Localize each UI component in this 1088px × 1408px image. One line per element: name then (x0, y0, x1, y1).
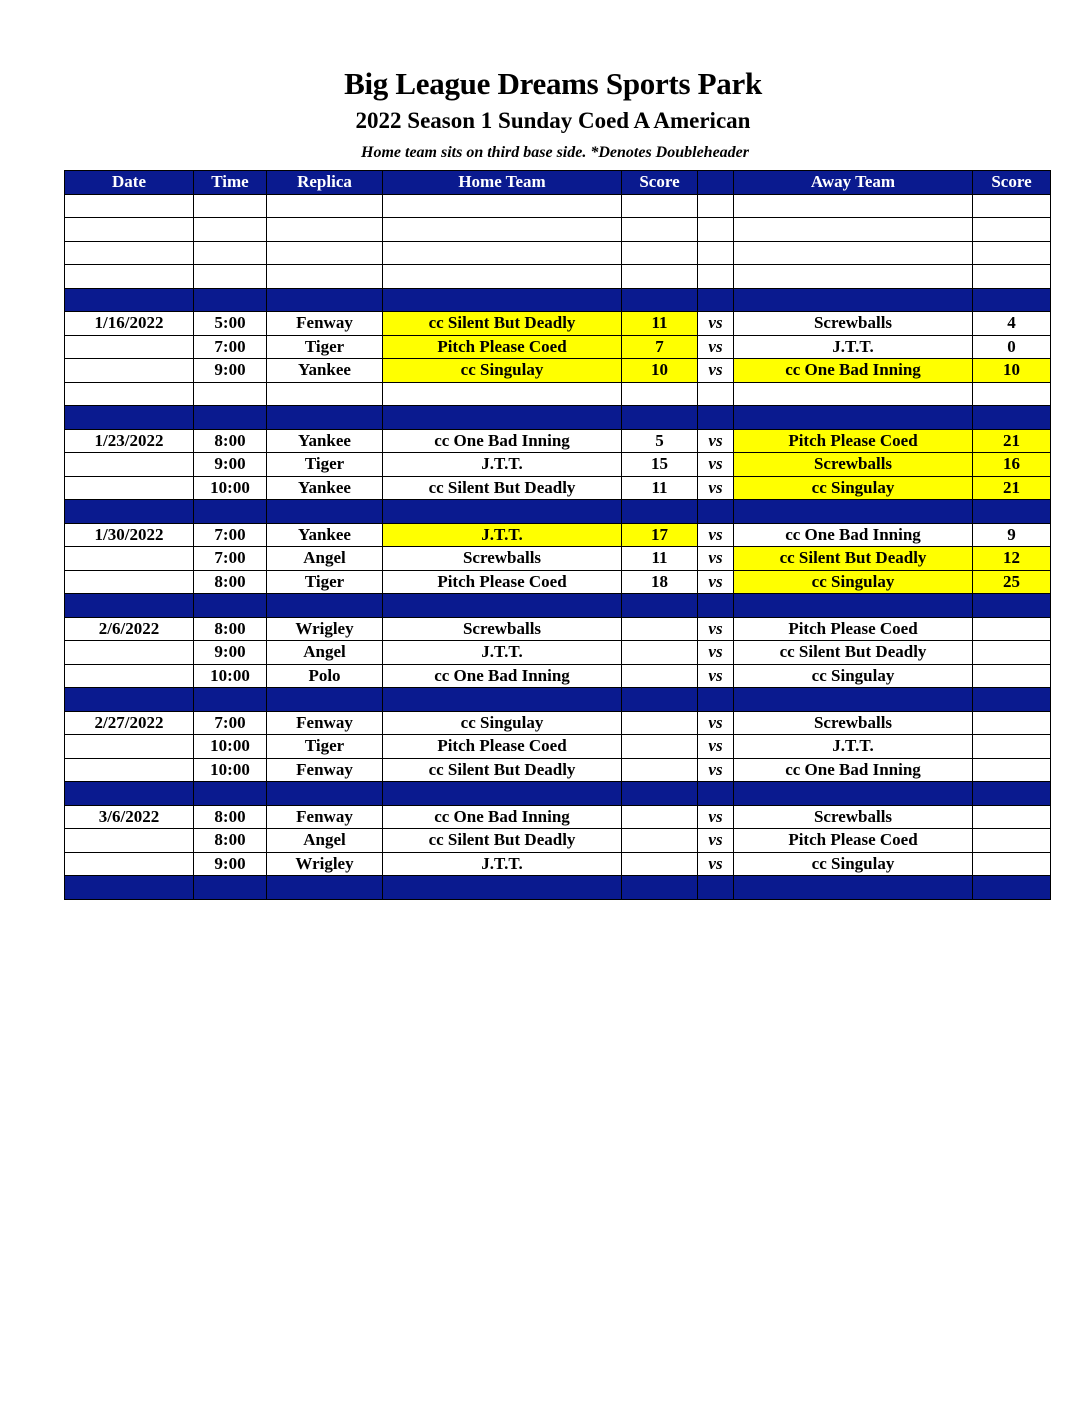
blank-row-cell (65, 241, 194, 265)
home-score: 5 (622, 429, 698, 453)
away-team: Screwballs (734, 711, 973, 735)
game-time: 8:00 (194, 829, 267, 853)
game-date (65, 829, 194, 853)
away-score (973, 641, 1051, 665)
away-team: Screwballs (734, 805, 973, 829)
blank-row-cell (698, 241, 734, 265)
col-header-vs (698, 171, 734, 195)
vs-label: vs (698, 570, 734, 594)
away-team: Screwballs (734, 312, 973, 336)
game-date: 1/16/2022 (65, 312, 194, 336)
game-field: Angel (267, 641, 383, 665)
separator-row-cell (622, 688, 698, 712)
away-team: J.T.T. (734, 335, 973, 359)
blank-row-cell (973, 382, 1051, 406)
blank-row-cell (267, 194, 383, 218)
away-score: 25 (973, 570, 1051, 594)
home-score: 11 (622, 312, 698, 336)
game-date (65, 852, 194, 876)
game-date: 1/23/2022 (65, 429, 194, 453)
blank-row-cell (194, 382, 267, 406)
blank-row-cell (622, 194, 698, 218)
blank-row-cell (194, 241, 267, 265)
away-team: cc One Bad Inning (734, 359, 973, 383)
game-field: Tiger (267, 570, 383, 594)
home-score: 10 (622, 359, 698, 383)
separator-row (65, 594, 1051, 618)
col-header-date: Date (65, 171, 194, 195)
separator-row-cell (698, 500, 734, 524)
separator-row-cell (622, 782, 698, 806)
blank-row-cell (622, 382, 698, 406)
blank-row (65, 265, 1051, 289)
separator-row (65, 876, 1051, 900)
schedule-table (64, 170, 1051, 900)
vs-label: vs (698, 312, 734, 336)
vs-label: vs (698, 852, 734, 876)
separator-row-cell (383, 876, 622, 900)
header-row (65, 171, 1051, 195)
blank-row-cell (698, 194, 734, 218)
home-score: 11 (622, 476, 698, 500)
away-score: 4 (973, 312, 1051, 336)
away-score (973, 664, 1051, 688)
game-field: Yankee (267, 523, 383, 547)
home-team: cc One Bad Inning (383, 664, 622, 688)
home-team: Pitch Please Coed (383, 570, 622, 594)
vs-label: vs (698, 453, 734, 477)
game-row (65, 453, 1051, 477)
away-score (973, 711, 1051, 735)
game-time: 7:00 (194, 547, 267, 571)
game-row (65, 805, 1051, 829)
separator-row (65, 782, 1051, 806)
separator-row-cell (267, 406, 383, 430)
separator-row (65, 406, 1051, 430)
separator-row-cell (194, 782, 267, 806)
away-team: Pitch Please Coed (734, 829, 973, 853)
game-date (65, 359, 194, 383)
game-row (65, 852, 1051, 876)
separator-row-cell (194, 876, 267, 900)
game-field: Fenway (267, 711, 383, 735)
game-field: Polo (267, 664, 383, 688)
separator-row-cell (973, 688, 1051, 712)
game-time: 10:00 (194, 758, 267, 782)
separator-row-cell (734, 288, 973, 312)
game-time: 9:00 (194, 359, 267, 383)
vs-label: vs (698, 617, 734, 641)
away-score (973, 617, 1051, 641)
home-team: cc Silent But Deadly (383, 758, 622, 782)
game-row (65, 547, 1051, 571)
col-header-home-team: Home Team (383, 171, 622, 195)
blank-row-cell (973, 194, 1051, 218)
away-team: cc One Bad Inning (734, 758, 973, 782)
game-field: Yankee (267, 476, 383, 500)
home-score: 15 (622, 453, 698, 477)
col-header-replica: Replica (267, 171, 383, 195)
away-team: cc Singulay (734, 476, 973, 500)
home-score (622, 758, 698, 782)
separator-row-cell (194, 288, 267, 312)
separator-row-cell (698, 594, 734, 618)
schedule-body (65, 194, 1051, 899)
separator-row-cell (267, 876, 383, 900)
away-score: 0 (973, 335, 1051, 359)
game-time: 7:00 (194, 523, 267, 547)
home-score: 11 (622, 547, 698, 571)
game-time: 7:00 (194, 711, 267, 735)
game-row (65, 429, 1051, 453)
game-row (65, 735, 1051, 759)
separator-row-cell (734, 500, 973, 524)
home-team: Pitch Please Coed (383, 735, 622, 759)
blank-row-cell (194, 265, 267, 289)
game-date: 2/27/2022 (65, 711, 194, 735)
blank-row-cell (65, 194, 194, 218)
game-field: Wrigley (267, 617, 383, 641)
separator-row-cell (267, 688, 383, 712)
separator-row-cell (622, 594, 698, 618)
home-team: J.T.T. (383, 641, 622, 665)
separator-row-cell (973, 288, 1051, 312)
home-team: J.T.T. (383, 453, 622, 477)
game-time: 9:00 (194, 453, 267, 477)
blank-row-cell (734, 218, 973, 242)
game-row (65, 829, 1051, 853)
vs-label: vs (698, 335, 734, 359)
game-date (65, 641, 194, 665)
game-field: Tiger (267, 335, 383, 359)
separator-row-cell (65, 782, 194, 806)
separator-row-cell (383, 288, 622, 312)
game-row (65, 617, 1051, 641)
separator-row-cell (734, 594, 973, 618)
game-row (65, 664, 1051, 688)
vs-label: vs (698, 641, 734, 665)
separator-row-cell (383, 594, 622, 618)
vs-label: vs (698, 664, 734, 688)
home-score (622, 805, 698, 829)
home-score (622, 664, 698, 688)
separator-row-cell (734, 688, 973, 712)
game-time: 10:00 (194, 476, 267, 500)
game-time: 8:00 (194, 805, 267, 829)
game-field: Fenway (267, 805, 383, 829)
game-row (65, 641, 1051, 665)
blank-row-cell (267, 265, 383, 289)
blank-row-cell (65, 382, 194, 406)
game-field: Tiger (267, 735, 383, 759)
blank-row-cell (383, 265, 622, 289)
separator-row-cell (65, 594, 194, 618)
away-score: 10 (973, 359, 1051, 383)
blank-row-cell (383, 382, 622, 406)
page-subtitle: 2022 Season 1 Sunday Coed A American (355, 108, 751, 133)
blank-row-cell (622, 241, 698, 265)
home-team: J.T.T. (383, 852, 622, 876)
separator-row-cell (194, 406, 267, 430)
away-team: Screwballs (734, 453, 973, 477)
separator-row-cell (383, 688, 622, 712)
separator-row (65, 500, 1051, 524)
game-date (65, 758, 194, 782)
blank-row-cell (734, 265, 973, 289)
separator-row-cell (698, 876, 734, 900)
separator-row (65, 688, 1051, 712)
away-score (973, 829, 1051, 853)
separator-row-cell (267, 288, 383, 312)
separator-row-cell (383, 782, 622, 806)
home-score (622, 829, 698, 853)
home-score: 18 (622, 570, 698, 594)
game-field: Yankee (267, 429, 383, 453)
separator-row (65, 288, 1051, 312)
game-field: Fenway (267, 758, 383, 782)
separator-row-cell (973, 406, 1051, 430)
separator-row-cell (65, 688, 194, 712)
away-team: Pitch Please Coed (734, 617, 973, 641)
separator-row-cell (698, 406, 734, 430)
game-row (65, 523, 1051, 547)
home-team: cc Silent But Deadly (383, 829, 622, 853)
blank-row-cell (698, 382, 734, 406)
game-field: Tiger (267, 453, 383, 477)
blank-row (65, 241, 1051, 265)
game-date (65, 735, 194, 759)
game-date (65, 335, 194, 359)
home-score: 17 (622, 523, 698, 547)
blank-row-cell (698, 218, 734, 242)
blank-row-cell (622, 265, 698, 289)
home-team: cc Singulay (383, 359, 622, 383)
away-team: cc Singulay (734, 852, 973, 876)
col-header-home-score: Score (622, 171, 698, 195)
game-row (65, 711, 1051, 735)
vs-label: vs (698, 735, 734, 759)
separator-row-cell (383, 500, 622, 524)
separator-row-cell (698, 782, 734, 806)
home-team: cc Singulay (383, 711, 622, 735)
separator-row-cell (973, 782, 1051, 806)
away-score (973, 758, 1051, 782)
game-row (65, 570, 1051, 594)
away-score (973, 852, 1051, 876)
game-time: 10:00 (194, 735, 267, 759)
blank-row-cell (383, 218, 622, 242)
blank-row-cell (973, 265, 1051, 289)
separator-row-cell (622, 406, 698, 430)
home-score: 7 (622, 335, 698, 359)
vs-label: vs (698, 359, 734, 383)
blank-row-cell (698, 265, 734, 289)
game-field: Wrigley (267, 852, 383, 876)
game-time: 8:00 (194, 570, 267, 594)
away-team: cc One Bad Inning (734, 523, 973, 547)
away-team: cc Silent But Deadly (734, 547, 973, 571)
game-row (65, 476, 1051, 500)
away-team: cc Singulay (734, 664, 973, 688)
separator-row-cell (622, 876, 698, 900)
away-score: 12 (973, 547, 1051, 571)
game-row (65, 312, 1051, 336)
separator-row-cell (194, 688, 267, 712)
game-date (65, 547, 194, 571)
separator-row-cell (622, 500, 698, 524)
vs-label: vs (698, 829, 734, 853)
blank-row-cell (65, 218, 194, 242)
home-score (622, 641, 698, 665)
vs-label: vs (698, 711, 734, 735)
separator-row-cell (973, 500, 1051, 524)
separator-row-cell (734, 782, 973, 806)
separator-row-cell (734, 406, 973, 430)
blank-row (65, 382, 1051, 406)
separator-row-cell (698, 288, 734, 312)
schedule-note: Home team sits on third base side. *Denotes Doubleheader (361, 144, 749, 161)
separator-row-cell (65, 500, 194, 524)
vs-label: vs (698, 429, 734, 453)
game-time: 9:00 (194, 852, 267, 876)
game-field: Angel (267, 547, 383, 571)
col-header-away-team: Away Team (734, 171, 973, 195)
blank-row (65, 194, 1051, 218)
away-team: cc Singulay (734, 570, 973, 594)
separator-row-cell (267, 782, 383, 806)
blank-row-cell (973, 241, 1051, 265)
home-team: Pitch Please Coed (383, 335, 622, 359)
game-date (65, 664, 194, 688)
blank-row-cell (194, 194, 267, 218)
separator-row-cell (267, 500, 383, 524)
separator-row-cell (65, 406, 194, 430)
game-date (65, 453, 194, 477)
separator-row-cell (194, 500, 267, 524)
game-time: 10:00 (194, 664, 267, 688)
separator-row-cell (622, 288, 698, 312)
game-time: 8:00 (194, 617, 267, 641)
blank-row-cell (267, 382, 383, 406)
blank-row-cell (267, 218, 383, 242)
col-header-time: Time (194, 171, 267, 195)
blank-row-cell (267, 241, 383, 265)
separator-row-cell (65, 288, 194, 312)
game-time: 5:00 (194, 312, 267, 336)
separator-row-cell (65, 876, 194, 900)
game-field: Yankee (267, 359, 383, 383)
blank-row-cell (973, 218, 1051, 242)
away-team: Pitch Please Coed (734, 429, 973, 453)
away-score: 21 (973, 429, 1051, 453)
game-field: Fenway (267, 312, 383, 336)
separator-row-cell (973, 876, 1051, 900)
home-team: J.T.T. (383, 523, 622, 547)
game-row (65, 758, 1051, 782)
home-score (622, 735, 698, 759)
separator-row-cell (194, 594, 267, 618)
game-date (65, 570, 194, 594)
game-row (65, 359, 1051, 383)
blank-row-cell (734, 382, 973, 406)
home-score (622, 711, 698, 735)
game-date: 2/6/2022 (65, 617, 194, 641)
blank-row-cell (383, 241, 622, 265)
blank-row-cell (65, 265, 194, 289)
vs-label: vs (698, 547, 734, 571)
game-field: Angel (267, 829, 383, 853)
away-score (973, 805, 1051, 829)
col-header-away-score: Score (973, 171, 1051, 195)
blank-row (65, 218, 1051, 242)
home-team: cc One Bad Inning (383, 805, 622, 829)
blank-row-cell (622, 218, 698, 242)
blank-row-cell (383, 194, 622, 218)
blank-row-cell (734, 194, 973, 218)
game-time: 7:00 (194, 335, 267, 359)
vs-label: vs (698, 476, 734, 500)
game-date (65, 476, 194, 500)
vs-label: vs (698, 758, 734, 782)
page-title: Big League Dreams Sports Park (344, 66, 762, 101)
home-team: cc Silent But Deadly (383, 476, 622, 500)
game-date: 3/6/2022 (65, 805, 194, 829)
vs-label: vs (698, 523, 734, 547)
vs-label: vs (698, 805, 734, 829)
separator-row-cell (973, 594, 1051, 618)
separator-row-cell (698, 688, 734, 712)
home-team: Screwballs (383, 617, 622, 641)
blank-row-cell (734, 241, 973, 265)
home-score (622, 852, 698, 876)
separator-row-cell (383, 406, 622, 430)
away-score (973, 735, 1051, 759)
separator-row-cell (734, 876, 973, 900)
game-time: 9:00 (194, 641, 267, 665)
away-score: 21 (973, 476, 1051, 500)
home-team: Screwballs (383, 547, 622, 571)
separator-row-cell (267, 594, 383, 618)
away-score: 16 (973, 453, 1051, 477)
away-score: 9 (973, 523, 1051, 547)
away-team: J.T.T. (734, 735, 973, 759)
game-row (65, 335, 1051, 359)
game-date: 1/30/2022 (65, 523, 194, 547)
game-time: 8:00 (194, 429, 267, 453)
home-team: cc Silent But Deadly (383, 312, 622, 336)
blank-row-cell (194, 218, 267, 242)
away-team: cc Silent But Deadly (734, 641, 973, 665)
home-team: cc One Bad Inning (383, 429, 622, 453)
home-score (622, 617, 698, 641)
